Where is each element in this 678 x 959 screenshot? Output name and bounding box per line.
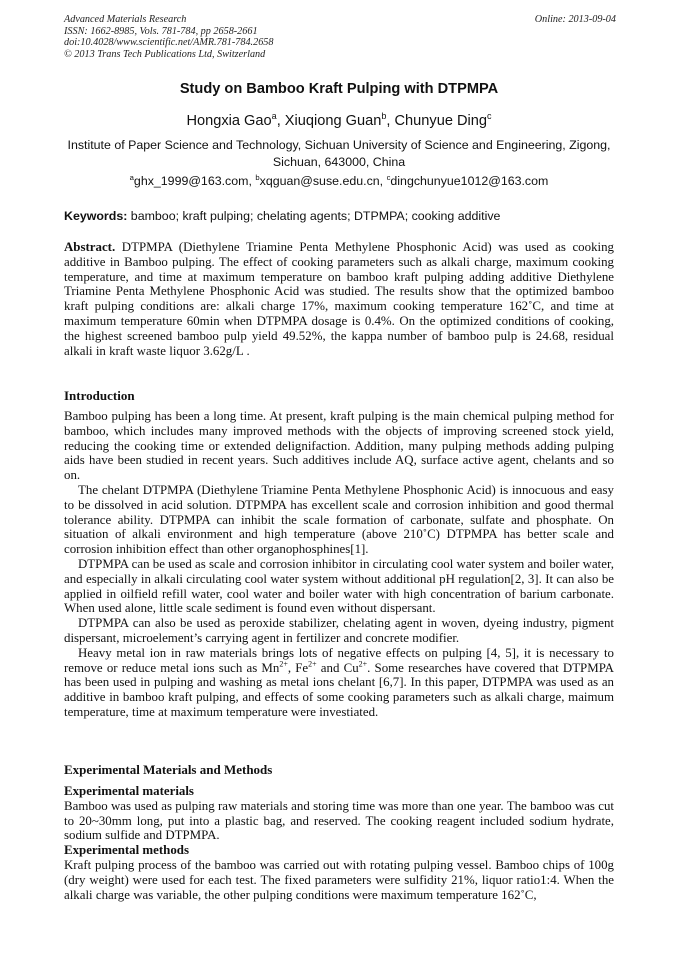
- methods-heading: Experimental Materials and Methods: [64, 762, 273, 777]
- email-mark: a: [129, 172, 134, 182]
- author-name: Hongxia Gao: [186, 113, 272, 129]
- abstract-label: Abstract.: [64, 240, 116, 254]
- author-affil-mark: a: [271, 111, 277, 122]
- affiliation: Institute of Paper Science and Technology, Sichuan University of Science and Engineering, Zigong, Sichuan, 643000, China: [67, 138, 611, 169]
- introduction-body: [64, 409, 614, 720]
- keywords-text: bamboo; kraft pulping; chelating agents; DTPMPA; cooking additive: [127, 209, 501, 223]
- author-affil-mark: b: [381, 111, 387, 122]
- author-name: Xiuqiong Guan: [284, 113, 382, 129]
- keywords-label: Keywords:: [64, 209, 128, 223]
- abstract: [64, 240, 614, 358]
- paper-title: Study on Bamboo Kraft Pulping with DTPMPA: [179, 81, 499, 97]
- intro-paragraph: DTPMPA can be used as scale and corrosion inhibitor in circulating cool water system and boiler water, and especially in alkali circulating cool water system without additional pH regulation[2, 3]. It can also be applied in oilfield refill water, cool water and boiler water with high concentration of barium carbonate. When used alone, little scale sediment is found even without dispersant.: [64, 556, 614, 616]
- email-address: ghx_1999@163.com,: [133, 174, 256, 188]
- keywords: [64, 208, 614, 224]
- author-emails: [64, 173, 614, 189]
- ion-charge: 2+: [308, 659, 317, 669]
- intro-text: and Cu: [316, 660, 359, 675]
- methods-paragraph: Bamboo was used as pulping raw materials and storing time was more than one year. The bamboo was cut to 20~30mm long, put into a plastic bag, and reserved. The cooking reagent included sodium hydrate, sodium sulfide and DTPMPA.: [64, 798, 614, 843]
- author-name: Chunyue Ding: [394, 113, 488, 129]
- intro-text: Heavy metal ion in raw materials brings lots of negative effects on pulping [4, 5], it is necessary to remove or reduce metal ions such as Mn: [64, 645, 614, 675]
- intro-text: . Some researches have covered that DTPMPA has been used in pulping and washing as metal ions chelant [6,7]. In this paper, DTPMPA was used as an additive in bamboo kraft pulping, and effects of some cooking parameters such as alkali charge, maimum temperature, time at maximum temperature were investiated.: [64, 660, 614, 719]
- ion-charge: 2+: [358, 659, 368, 669]
- intro-paragraph: The chelant DTPMPA (Diethylene Triamine Penta Methylene Phosphonic Acid) is innocuous and easy to be dissolved in acid solution. DTPMPA has excellent scale and corrosion inhibition and good thermal tolerance ability. DTPMPA can inhibit the scale formation of carbonate, sulfate and phosphate. On situation of alkali environment and high temperature (above 210˚C) DTPMPA has better scale and corrosion inhibition effect than other organophosphines[1].: [64, 482, 614, 557]
- author-list: [64, 112, 614, 130]
- intro-paragraph: DTPMPA can also be used as peroxide stabilizer, chelating agent in woven, dyeing industry, pigment dispersant, microelement’s carrying agent in fertilizer and concrete modifier.: [64, 616, 614, 645]
- author-separator: ,: [386, 113, 395, 129]
- ion-charge: 2+: [279, 659, 288, 669]
- intro-text: , Fe: [287, 660, 309, 675]
- email-address: dingchunyue1012@163.com: [390, 174, 549, 188]
- journal-name: Advanced Materials Research: [64, 14, 187, 25]
- author-affil-mark: c: [487, 111, 492, 122]
- copyright-line: © 2013 Trans Tech Publications Ltd, Switzerland: [64, 48, 266, 60]
- email-mark: b: [255, 172, 260, 182]
- intro-paragraph: [64, 646, 614, 720]
- materials-subheading: Experimental materials: [64, 784, 194, 798]
- methods-subheading: Experimental methods: [64, 843, 189, 858]
- email-address: xqguan@suse.edu.cn,: [259, 174, 387, 188]
- intro-paragraph: Bamboo pulping has been a long time. At present, kraft pulping is the main chemical pulping method for bamboo, which includes many improved methods with the objects of improving screened stock yield, reducing the cooking time or extended delignifaction. Addition, many pulping methods adding pulping aids have been studied in recent years. Such additives include AQ, surface active agent, chelants and so on.: [64, 409, 614, 483]
- issn-line: ISSN: 1662-8985, Vols. 781-784, pp 2658-2661: [64, 25, 258, 37]
- methods-body: [64, 784, 614, 902]
- doi-line: doi:10.4028/www.scientific.net/AMR.781-784.2658: [64, 37, 274, 49]
- abstract-text: DTPMPA (Diethylene Triamine Penta Methylene Phosphonic Acid) was used as cooking additive in Bamboo pulping. The effect of cooking parameters such as alkali charge, maximum cooking temperature, and time at maximum temperature on bamboo kraft pulping adding additive Diethylene Triamine Penta Methylene Phosphonic Acid was studied. The results show that the optimized bamboo kraft pulping conditions are: alkali charge 17%, maximum cooking temperature 162˚C, and time at maximum temperature 60min when DTPMPA dosage is 0.4%. On the optimized conditions of cooking, the highest screened bamboo pulp yield 49.52%, the kappa number of bamboo pulp is 24.68, residual alkali in kraft waste liquor 3.62g/L .: [64, 240, 614, 358]
- email-mark: c: [386, 172, 391, 182]
- journal-header: [64, 14, 616, 60]
- methods-paragraph: Kraft pulping process of the bamboo was carried out with rotating pulping vessel. Bamboo chips of 100g (dry weight) were used for each test. The fixed parameters were sulfidity 21%, liquor ratio1:4. When the alkali charge was variable, the other pulping conditions were maximum temperature 162˚C,: [64, 857, 614, 902]
- author-separator: ,: [276, 113, 285, 129]
- introduction-heading: Introduction: [64, 388, 135, 403]
- online-date: Online: 2013-09-04: [534, 14, 616, 25]
